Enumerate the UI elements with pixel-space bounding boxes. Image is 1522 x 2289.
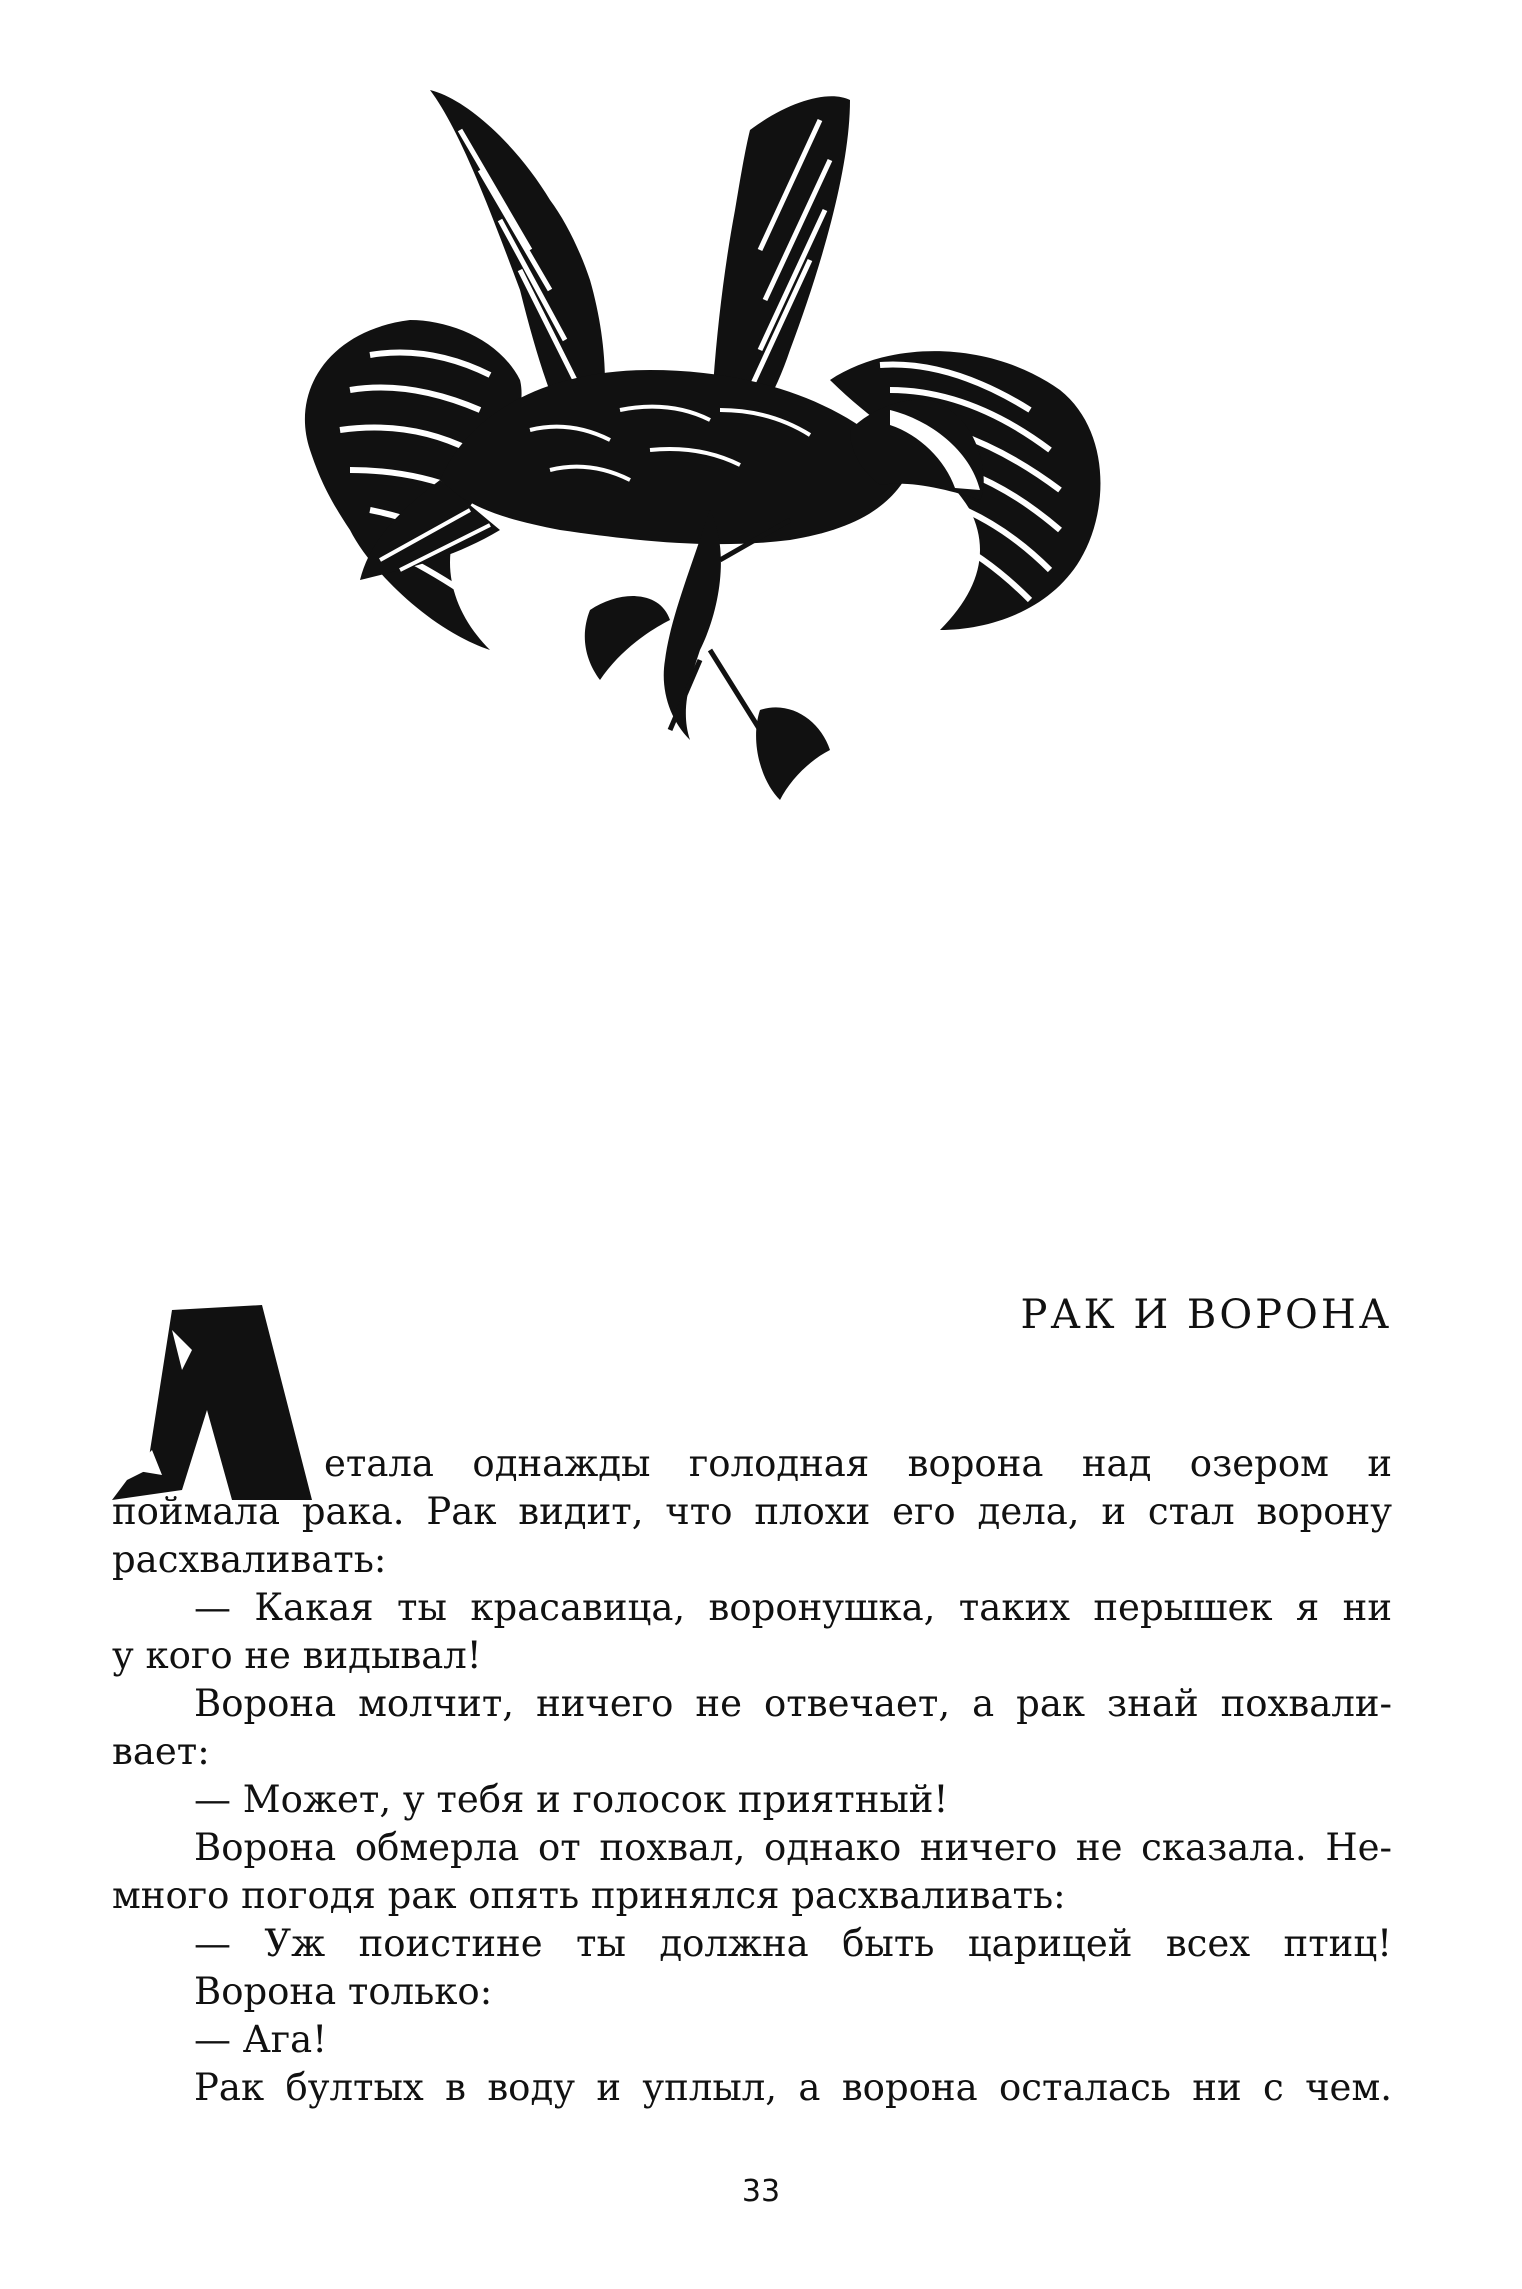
story-title: РАК И ВОРОНА — [1020, 1292, 1392, 1338]
text-line: Ворона обмерла от похвал, однако ничего не сказала. Не- — [194, 1826, 1392, 1869]
text-line: етала однажды голодная ворона над озером и — [324, 1442, 1392, 1485]
text-line: — Ага! — [194, 2018, 328, 2061]
text-line: расхваливать: — [112, 1538, 387, 1581]
text-line: много погодя рак опять принялся расхваливать: — [112, 1874, 1066, 1917]
text-line: — Уж поистине ты должна быть царицей всех птиц! — [194, 1922, 1392, 1965]
text-line: поймала рака. Рак видит, что плохи его дела, и стал ворону — [112, 1490, 1392, 1533]
text-line: у кого не видывал! — [112, 1634, 482, 1677]
page-number: 33 — [741, 2174, 781, 2209]
text-line: Ворона молчит, ничего не отвечает, а рак знай похвали- — [194, 1682, 1392, 1725]
text-line: Ворона только: — [194, 1970, 493, 2013]
story-text — [112, 1440, 1392, 2112]
text-line: — Какая ты красавица, воронушка, таких перышек я ни — [194, 1586, 1392, 1629]
crow-with-crayfish-woodcut — [290, 90, 1150, 890]
text-line: вает: — [112, 1730, 210, 1773]
text-line: Рак бултых в воду и уплыл, а ворона осталась ни с чем. — [194, 2066, 1392, 2109]
text-line: — Может, у тебя и голосок приятный! — [194, 1778, 949, 1821]
